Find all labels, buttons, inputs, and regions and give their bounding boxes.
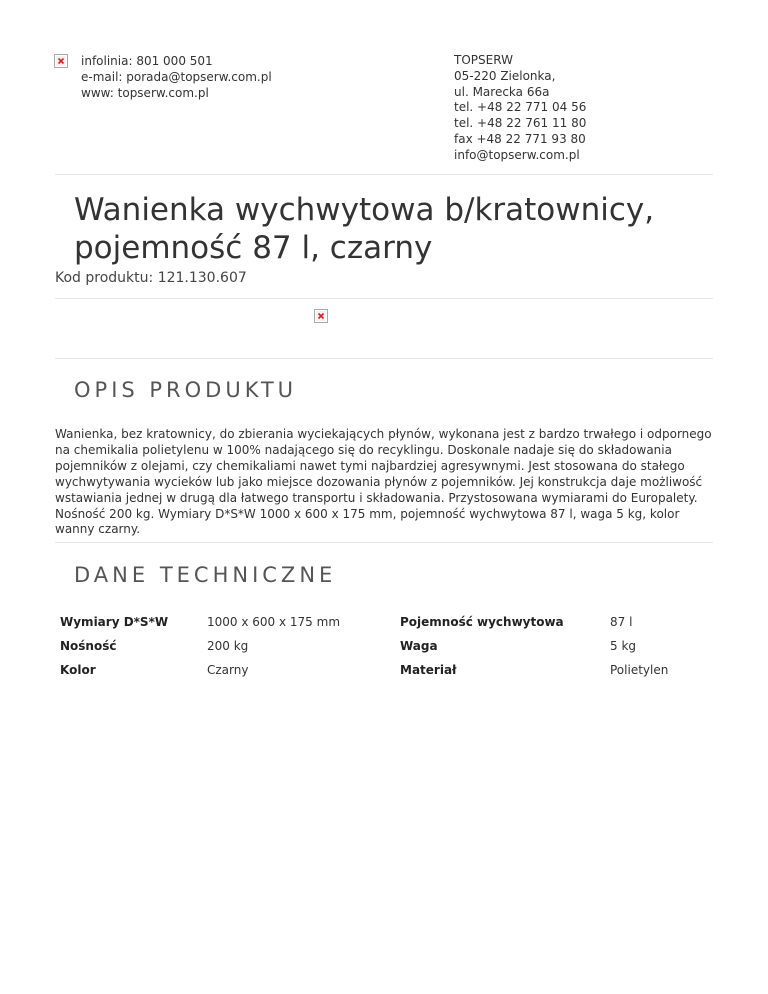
spec-value: 200 kg (207, 639, 249, 653)
spec-value: 87 l (610, 615, 633, 629)
spec-value: 1000 x 600 x 175 mm (207, 615, 341, 629)
spec-label: Materiał (400, 663, 457, 677)
spec-label: Waga (400, 639, 438, 653)
table-row (55, 610, 715, 634)
product-code-label: Kod produktu: (55, 270, 154, 286)
company-street: ul. Marecka 66a (454, 84, 550, 99)
hotline-text: infolinia: 801 000 501 (81, 54, 213, 68)
website-text: www: topserw.com.pl (81, 86, 209, 100)
specs-heading: DANE TECHNICZNE (74, 563, 337, 587)
product-title (74, 191, 704, 267)
spec-value: 5 kg (610, 639, 637, 653)
spec-label: Pojemność wychwytowa (400, 615, 564, 629)
broken-x-mark (315, 310, 327, 322)
spec-label: Wymiary D*S*W (60, 615, 169, 629)
broken-x-mark (55, 55, 67, 67)
table-row (55, 658, 715, 682)
table-row (55, 634, 715, 658)
product-image-broken-icon (314, 309, 328, 323)
description-text: Wanienka, bez kratownicy, do zbierania wyciekających płynów, wykonana jest z bardzo trwałego i odpornego na chemikalia polietylenu w 100% nadającego się do recyklingu. Doskonale nadaje się do składowania pojemników z olejami, czy chemikaliami nawet tymi najbardziej agresywnymi. Jest stosowana do stałego wychwytywania wycieków lub jako miejsce dozowania płynów z pojemników. Jej konstrukcja daje możliwość wstawiania jednej w drugą dla łatwego transportu i składowania. Przystosowana wymiarami do Europalety. Nośność 200 kg. Wymiary D*S*W 1000 x 600 x 175 mm, pojemność wychwytowa 87 l, waga 5 kg, kolor wanny czarny. (55, 427, 712, 537)
company-city: 05-220 Zielonka, (454, 68, 556, 83)
spec-label: Nośność (60, 639, 117, 653)
product-code (55, 269, 247, 287)
company-fax: fax +48 22 771 93 80 (454, 131, 586, 146)
spec-value: Czarny (207, 663, 249, 677)
email-text: e-mail: porada@topserw.com.pl (81, 70, 272, 84)
product-title-line-2: pojemność 87 l, czarny (74, 230, 433, 266)
company-phone-2: tel. +48 22 761 11 80 (454, 116, 587, 131)
image-divider (55, 358, 713, 359)
company-address (454, 53, 586, 164)
title-divider (55, 298, 713, 299)
spec-label: Kolor (60, 663, 96, 677)
company-phone-1: tel. +48 22 771 04 56 (454, 100, 587, 115)
company-email: info@topserw.com.pl (454, 147, 580, 162)
company-name: TOPSERW (454, 53, 513, 67)
header-divider (55, 174, 713, 175)
logo-broken-image-icon (54, 54, 68, 68)
contact-info (81, 53, 272, 101)
spec-value: Polietylen (610, 663, 669, 677)
specs-table (55, 610, 715, 682)
product-title-line-1: Wanienka wychwytowa b/kratownicy, (74, 192, 655, 228)
product-code-value: 121.130.607 (157, 270, 247, 286)
description-heading: OPIS PRODUKTU (74, 378, 298, 402)
description-divider (55, 542, 713, 543)
